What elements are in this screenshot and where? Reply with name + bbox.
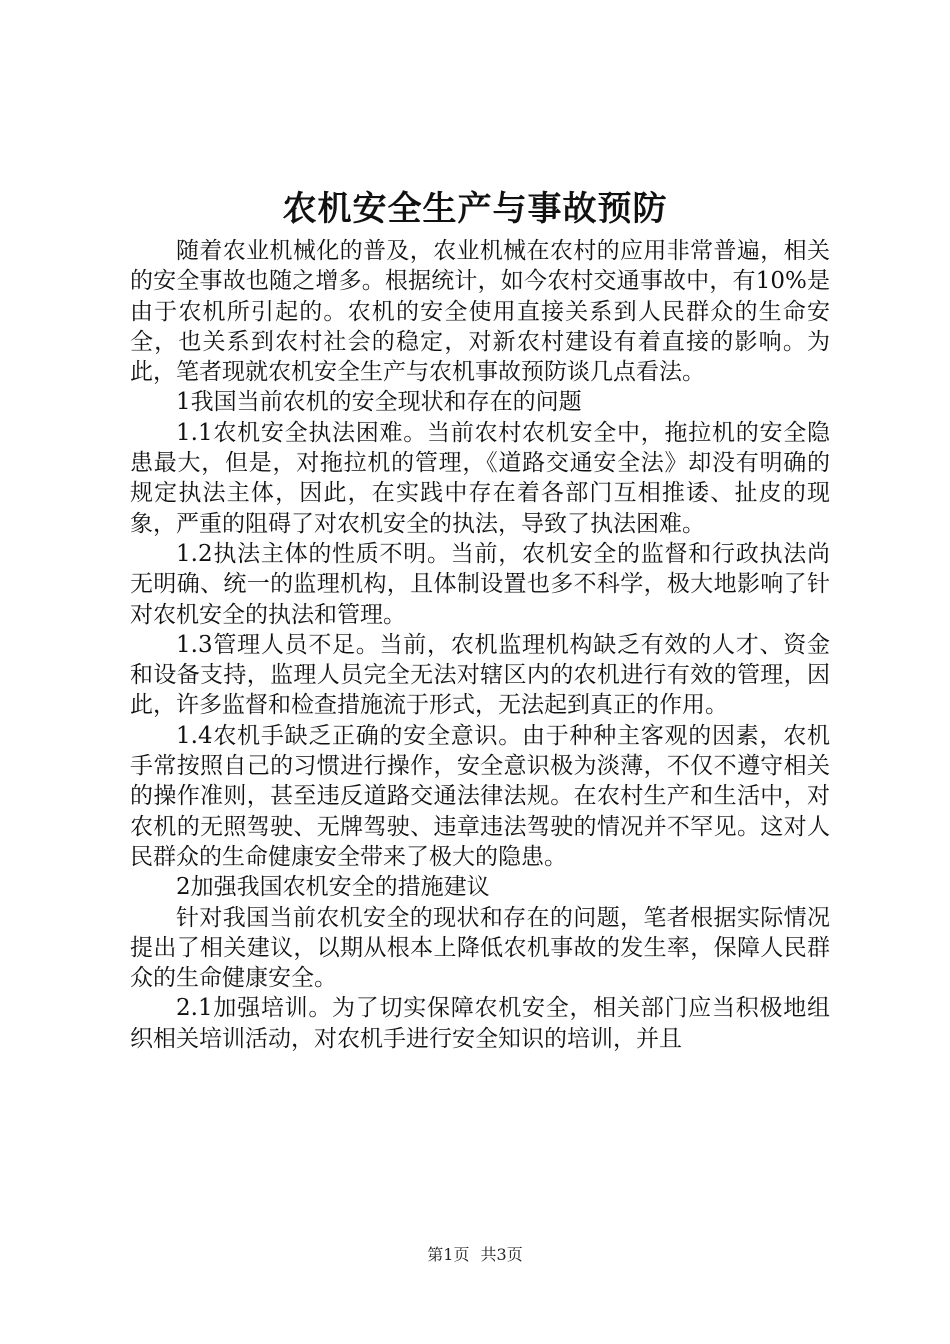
paragraph-intro: 随着农业机械化的普及，农业机械在农村的应用非常普遍，相关的安全事故也随之增多。根据统计，如今农村交通事故中，有10%是由于农机所引起的。农机的安全使用直接关系到人民群众的生命安全，也关系到农村社会的稳定，对新农村建设有着直接的影响。为此，笔者现就农机安全生产与农机事故预防谈几点看法。 [130, 238, 830, 386]
paragraph-2-1: 2.1加强培训。为了切实保障农机安全，相关部门应当积极地组织相关培训活动，对农机手进行安全知识的培训，并且 [130, 995, 830, 1052]
page-total: 共3页 [480, 1245, 523, 1264]
paragraph-2-intro: 针对我国当前农机安全的现状和存在的问题，笔者根据实际情况提出了相关建议，以期从根本上降低农机事故的发生率，保障人民群众的生命健康安全。 [130, 904, 830, 992]
document-body [130, 236, 830, 1054]
section-heading-1: 1我国当前农机的安全现状和存在的问题 [176, 389, 582, 416]
paragraph-1-4: 1.4农机手缺乏正确的安全意识。由于种种主客观的因素，农机手常按照自己的习惯进行操作，安全意识极为淡薄，不仅不遵守相关的操作准则，甚至违反道路交通法律法规。在农村生产和生活中，对农机的无照驾驶、无牌驾驶、违章违法驾驶的情况并不罕见。这对人民群众的生命健康安全带来了极大的隐患。 [130, 722, 830, 870]
paragraph-1-1: 1.1农机安全执法困难。当前农村农机安全中，拖拉机的安全隐患最大，但是，对拖拉机的管理，《道路交通安全法》却没有明确的规定执法主体，因此，在实践中存在着各部门互相推诿、扯皮的现象，严重的阻碍了对农机安全的执法，导致了执法困难。 [130, 419, 830, 537]
paragraph-1-2: 1.2执法主体的性质不明。当前，农机安全的监督和行政执法尚无明确、统一的监理机构，且体制设置也多不科学，极大地影响了针对农机安全的执法和管理。 [130, 540, 830, 628]
page-footer [0, 1244, 950, 1266]
paragraph-1-3: 1.3管理人员不足。当前，农机监理机构缺乏有效的人才、资金和设备支持，监理人员完全无法对辖区内的农机进行有效的管理，因此，许多监督和检查措施流于形式，无法起到真正的作用。 [130, 631, 830, 719]
document-title: 农机安全生产与事故预防 [282, 189, 668, 229]
page-number: 第1页 [427, 1245, 470, 1264]
section-heading-2: 2加强我国农机安全的措施建议 [176, 874, 490, 901]
